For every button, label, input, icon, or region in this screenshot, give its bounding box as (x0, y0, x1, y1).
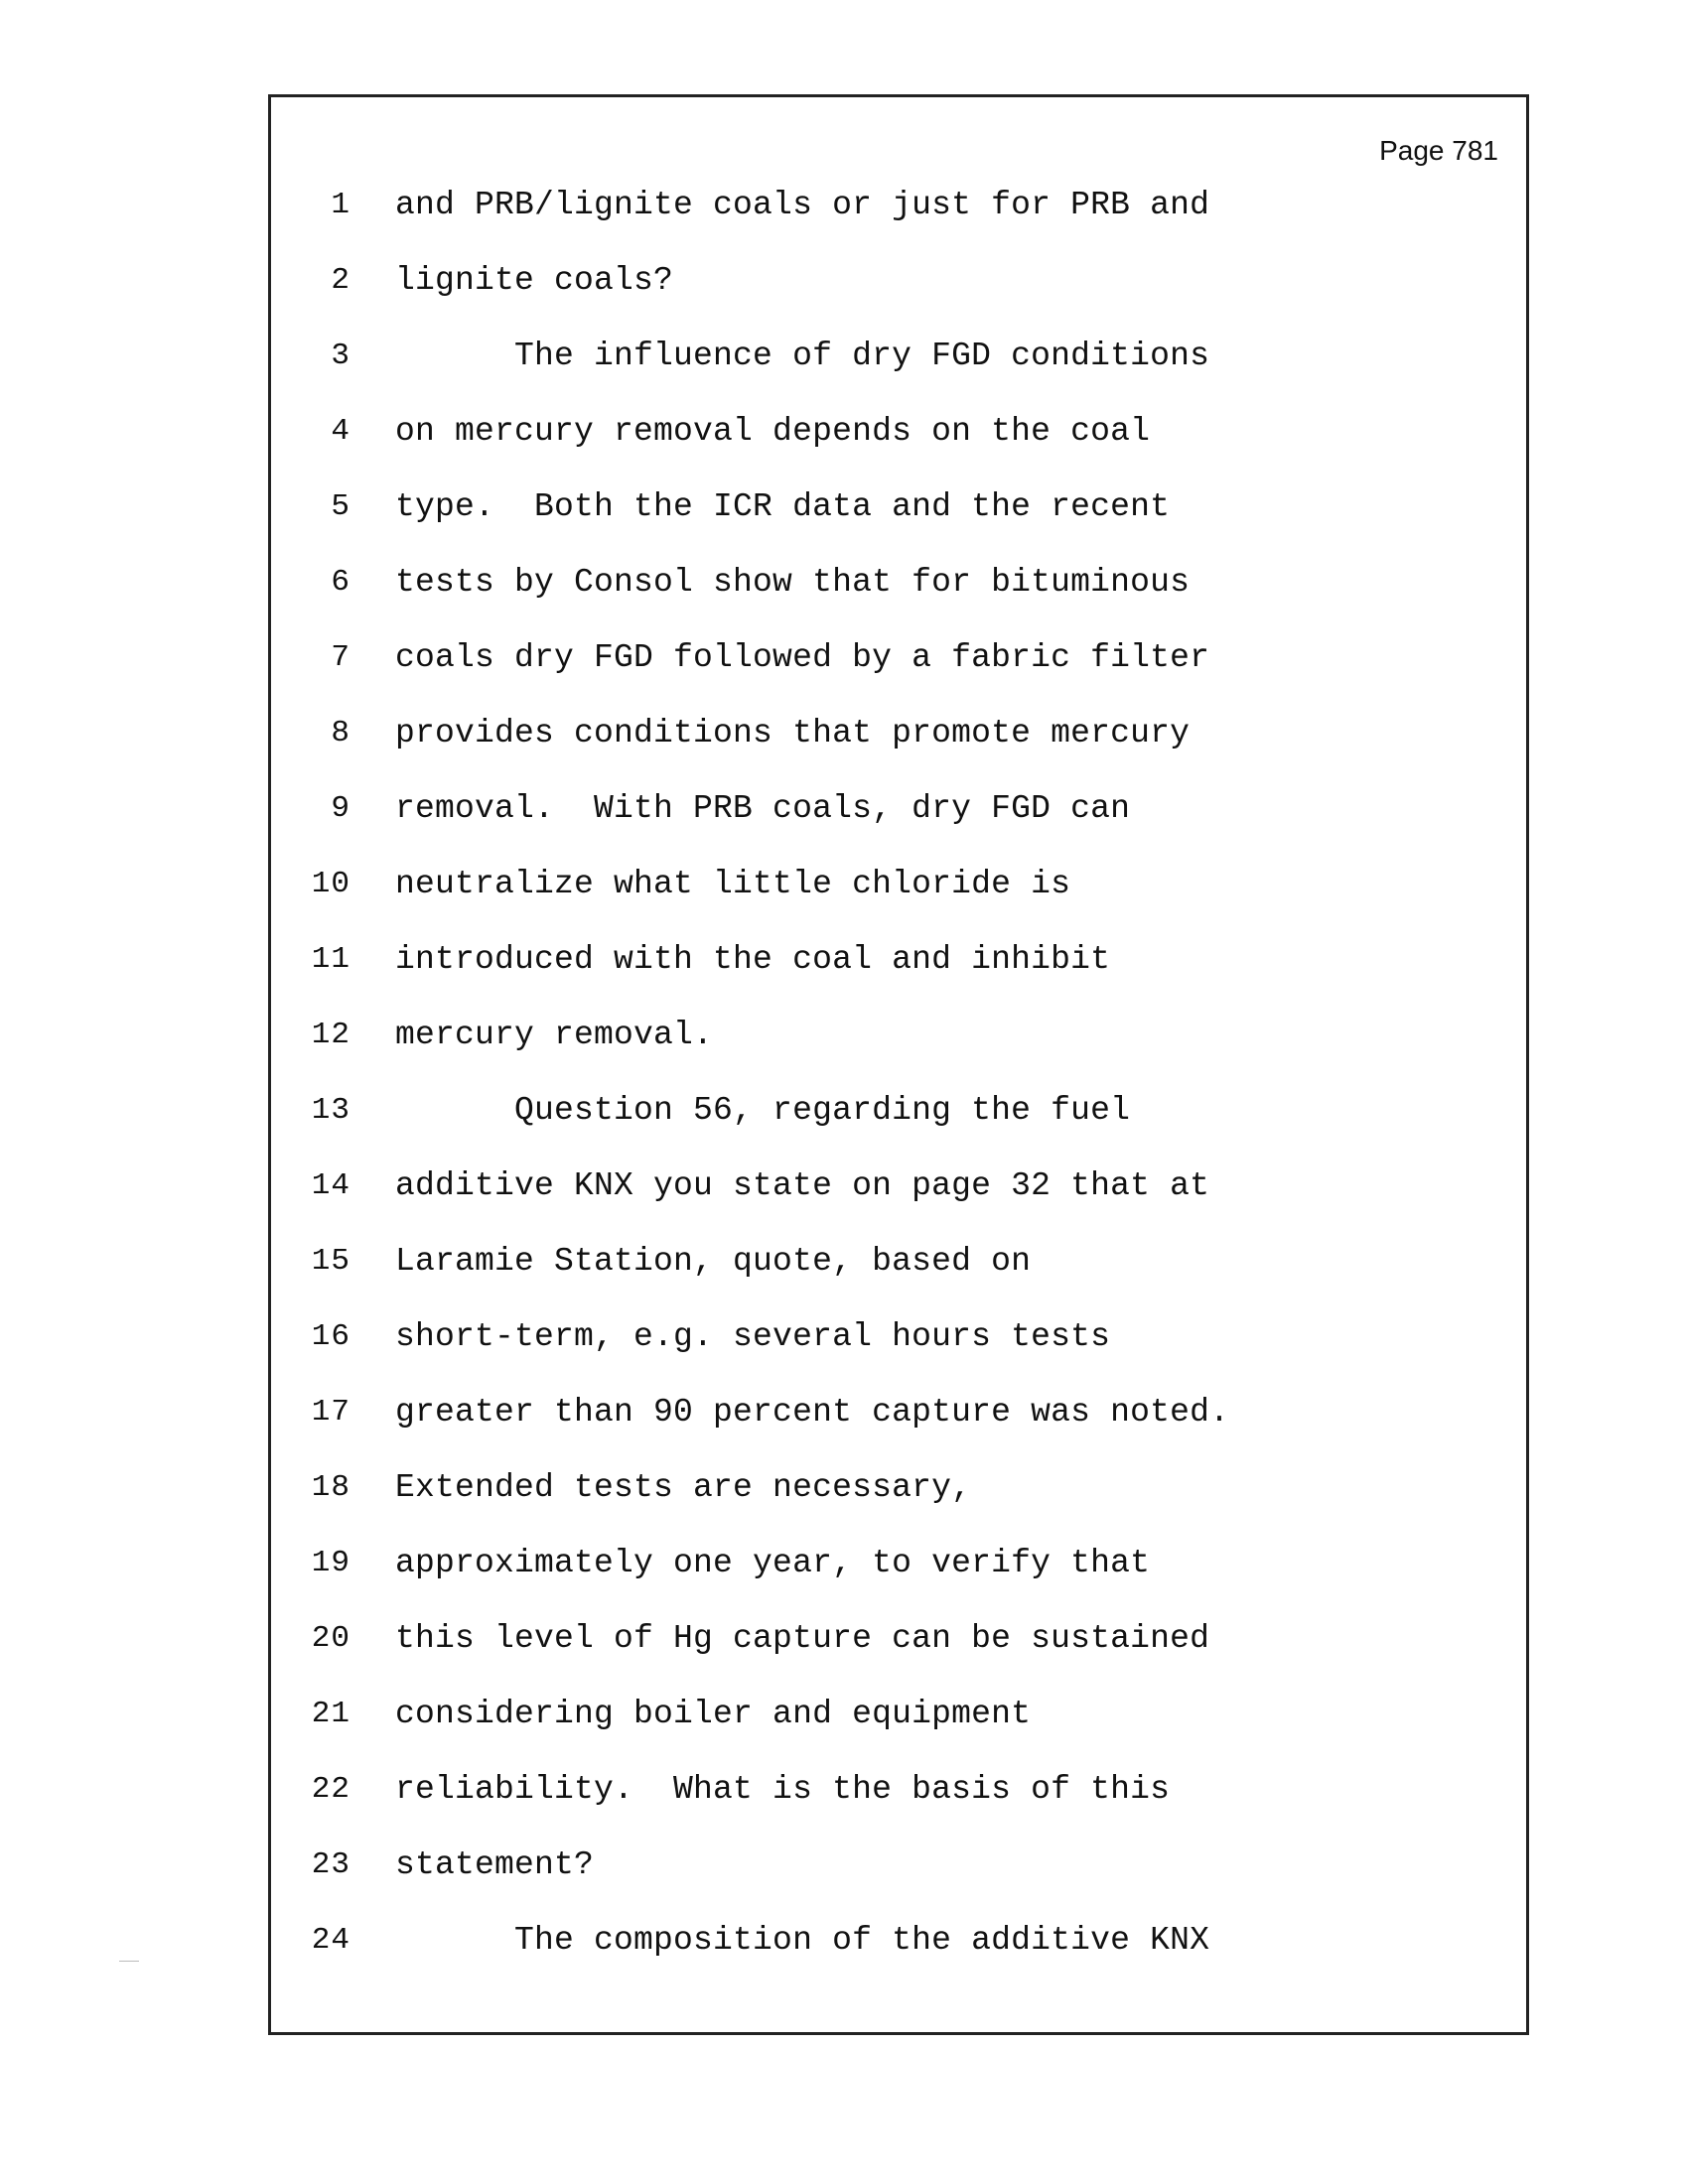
transcript-line (271, 619, 1526, 695)
line-text: Question 56, regarding the fuel (395, 1091, 1131, 1129)
line-text: The influence of dry FGD conditions (395, 337, 1210, 374)
line-number: 22 (311, 1771, 351, 1807)
line-number: 8 (331, 715, 351, 751)
line-number: 5 (331, 488, 351, 524)
transcript-line (271, 1223, 1526, 1298)
transcript-line (271, 318, 1526, 393)
page-number: Page 781 (1379, 135, 1498, 166)
line-text: this level of Hg capture can be sustained (395, 1619, 1210, 1657)
transcript-line (271, 1902, 1526, 1978)
line-number: 4 (331, 413, 351, 449)
line-number: 20 (311, 1620, 351, 1656)
line-number: 2 (331, 262, 351, 298)
line-number: 12 (311, 1017, 351, 1052)
transcript-body (271, 167, 1526, 1978)
transcript-line (271, 1525, 1526, 1600)
line-text: mercury removal. (395, 1016, 714, 1053)
transcript-line (271, 1676, 1526, 1751)
line-text: reliability. What is the basis of this (395, 1770, 1171, 1808)
line-text: coals dry FGD followed by a fabric filter (395, 638, 1210, 676)
line-number: 13 (311, 1092, 351, 1128)
line-text: Laramie Station, quote, based on (395, 1242, 1032, 1280)
line-text: approximately one year, to verify that (395, 1544, 1151, 1581)
line-text: considering boiler and equipment (395, 1695, 1032, 1732)
line-number: 11 (311, 941, 351, 977)
line-text: Extended tests are necessary, (395, 1468, 972, 1506)
line-text: provides conditions that promote mercury (395, 714, 1191, 751)
line-number: 19 (311, 1545, 351, 1580)
transcript-line (271, 1148, 1526, 1223)
transcript-line (271, 1374, 1526, 1449)
line-text: The composition of the additive KNX (395, 1921, 1210, 1959)
line-text: introduced with the coal and inhibit (395, 940, 1111, 978)
scan-artifact (119, 1961, 139, 1962)
transcript-page (268, 94, 1529, 2035)
transcript-line (271, 997, 1526, 1072)
transcript-line (271, 1751, 1526, 1827)
line-number: 1 (331, 187, 351, 222)
line-number: 23 (311, 1846, 351, 1882)
transcript-line (271, 1600, 1526, 1676)
line-number: 10 (311, 866, 351, 901)
transcript-line (271, 770, 1526, 846)
line-number: 7 (331, 639, 351, 675)
transcript-line (271, 393, 1526, 469)
line-text: lignite coals? (395, 261, 674, 299)
line-text: additive KNX you state on page 32 that at (395, 1166, 1210, 1204)
transcript-line (271, 469, 1526, 544)
line-text: short-term, e.g. several hours tests (395, 1317, 1111, 1355)
line-number: 6 (331, 564, 351, 600)
line-number: 18 (311, 1469, 351, 1505)
line-text: tests by Consol show that for bituminous (395, 563, 1191, 601)
transcript-line (271, 242, 1526, 318)
line-number: 14 (311, 1167, 351, 1203)
transcript-line (271, 544, 1526, 619)
line-number: 24 (311, 1922, 351, 1958)
line-number: 16 (311, 1318, 351, 1354)
line-number: 15 (311, 1243, 351, 1279)
line-text: type. Both the ICR data and the recent (395, 487, 1171, 525)
transcript-line (271, 1827, 1526, 1902)
transcript-line (271, 921, 1526, 997)
line-text: neutralize what little chloride is (395, 865, 1071, 902)
line-text: removal. With PRB coals, dry FGD can (395, 789, 1131, 827)
line-number: 9 (331, 790, 351, 826)
transcript-line (271, 1298, 1526, 1374)
transcript-line (271, 846, 1526, 921)
line-text: on mercury removal depends on the coal (395, 412, 1151, 450)
line-text: and PRB/lignite coals or just for PRB and (395, 186, 1210, 223)
line-text: statement? (395, 1845, 595, 1883)
line-text: greater than 90 percent capture was noted. (395, 1393, 1230, 1431)
line-number: 17 (311, 1394, 351, 1430)
line-number: 21 (311, 1696, 351, 1731)
transcript-line (271, 167, 1526, 242)
line-number: 3 (331, 338, 351, 373)
transcript-line (271, 1072, 1526, 1148)
transcript-line (271, 1449, 1526, 1525)
transcript-line (271, 695, 1526, 770)
